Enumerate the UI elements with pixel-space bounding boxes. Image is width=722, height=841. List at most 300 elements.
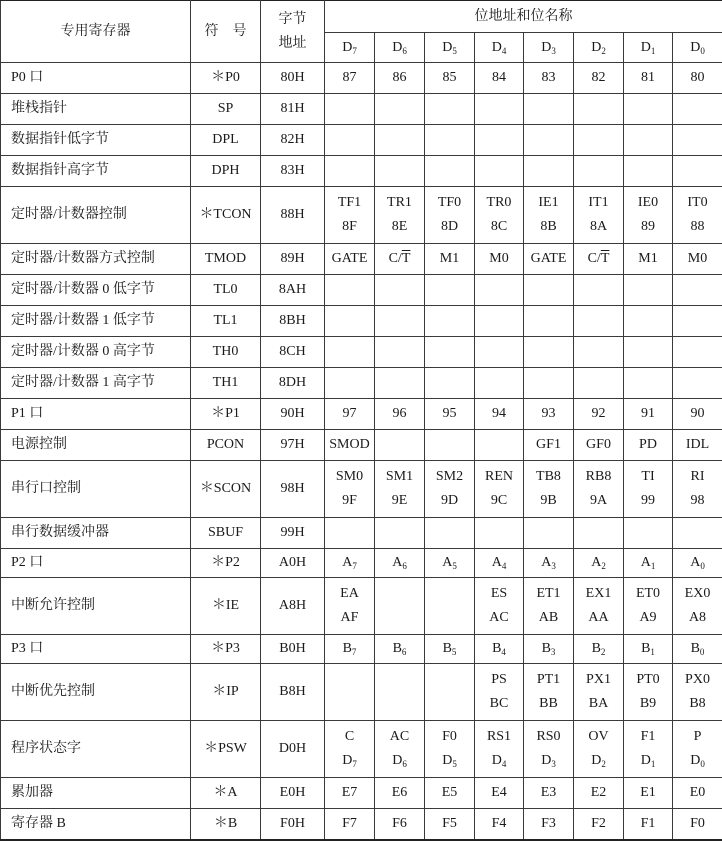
bit-cell [673, 63, 722, 94]
bit-address [574, 489, 623, 513]
register-name: 电源控制 [1, 430, 191, 461]
bit-cell [475, 635, 524, 664]
bit-name: E7 [342, 785, 358, 800]
bit-cell [673, 306, 722, 337]
register-name: 定时器/计数器控制 [1, 187, 191, 244]
bit-cell [375, 461, 425, 518]
bit-cell [425, 635, 475, 664]
bit-address-text: D [541, 753, 551, 768]
bit-address [574, 215, 623, 239]
bit-name: B [492, 641, 501, 656]
register-address: 90H [261, 399, 325, 430]
bit-address [325, 606, 374, 630]
bit-name: A [492, 555, 502, 570]
bit-address [425, 749, 474, 773]
bit-cell [574, 399, 624, 430]
bit-name: ES [475, 582, 523, 606]
bit-address-subscript: 0 [700, 759, 705, 769]
register-name: 定时器/计数器 1 低字节 [1, 306, 191, 337]
bit-subscript: 3 [551, 561, 556, 571]
register-address: 81H [261, 94, 325, 125]
bit-cell [325, 244, 375, 275]
register-row [1, 549, 722, 578]
bit-cell [375, 518, 425, 549]
bit-subscript: 4 [501, 647, 506, 657]
bit-cell [325, 275, 375, 306]
bit-cell [624, 368, 673, 399]
bit-name: B [443, 641, 452, 656]
bit-name: A [641, 555, 651, 570]
bit-cell [673, 635, 722, 664]
bit-header-d5 [425, 33, 475, 63]
bit-address-text: 9A [590, 493, 607, 508]
register-name: 数据指针高字节 [1, 156, 191, 187]
bit-name: E6 [392, 785, 408, 800]
bit-header-subscript: 2 [601, 46, 606, 56]
bit-cell [524, 306, 574, 337]
bit-cell [475, 399, 524, 430]
bit-cell [524, 778, 574, 809]
bit-name: M1 [440, 251, 459, 266]
bit-cell [475, 187, 524, 244]
bit-name: AC [375, 725, 424, 749]
bit-cell [524, 635, 574, 664]
register-row [1, 518, 722, 549]
bit-cell [624, 125, 673, 156]
bit-address-text: B9 [640, 696, 656, 711]
bit-name: B [542, 641, 551, 656]
bit-address-text: D [641, 753, 651, 768]
bit-address-text: 8D [441, 219, 458, 234]
bit-header-letter: D [541, 40, 551, 55]
bit-address-subscript: 1 [651, 759, 656, 769]
bit-cell [325, 430, 375, 461]
bit-name: A [392, 555, 402, 570]
bit-name-overline: $\overline{T}$ [402, 251, 411, 266]
bit-cell [624, 635, 673, 664]
bit-cell [475, 518, 524, 549]
bit-cell [673, 461, 722, 518]
bit-cell [475, 778, 524, 809]
register-name: 中断允许控制 [1, 578, 191, 635]
bit-header-subscript: 7 [352, 46, 357, 56]
bit-name: ET0 [624, 582, 672, 606]
bit-cell [475, 461, 524, 518]
bit-cell [475, 368, 524, 399]
bit-name: F7 [342, 816, 357, 831]
register-row [1, 721, 722, 778]
bit-cell [574, 461, 624, 518]
bit-cell [425, 721, 475, 778]
bit-name: 85 [443, 70, 457, 85]
bit-cell [574, 337, 624, 368]
bit-name: SM0 [325, 465, 374, 489]
bit-cell [673, 721, 722, 778]
register-address: A0H [261, 549, 325, 578]
register-row [1, 63, 722, 94]
bit-name: 82 [592, 70, 606, 85]
register-symbol: ＊A [191, 778, 261, 809]
bit-name: A [442, 555, 452, 570]
bit-subscript: 4 [502, 561, 507, 571]
bit-header-subscript: 0 [700, 46, 705, 56]
bit-name: M1 [638, 251, 657, 266]
bit-address [574, 749, 623, 773]
register-name: 定时器/计数器 0 高字节 [1, 337, 191, 368]
bit-subscript: 7 [352, 561, 357, 571]
register-row [1, 368, 722, 399]
bit-name: IE1 [524, 191, 573, 215]
bit-cell [425, 337, 475, 368]
bit-header-subscript: 6 [402, 46, 407, 56]
bit-name: EA [325, 582, 374, 606]
bit-cell [673, 664, 722, 721]
bit-address [673, 692, 722, 716]
register-address: 99H [261, 518, 325, 549]
bit-cell [524, 809, 574, 841]
bit-cell [673, 156, 722, 187]
bit-address [574, 692, 623, 716]
bit-cell [624, 664, 673, 721]
register-name: 定时器/计数器方式控制 [1, 244, 191, 275]
bit-address [475, 215, 523, 239]
register-symbol: ＊TCON [191, 187, 261, 244]
bit-address [624, 606, 672, 630]
register-address: D0H [261, 721, 325, 778]
bit-name: 96 [393, 406, 407, 421]
bit-cell [624, 337, 673, 368]
bit-cell [673, 578, 722, 635]
bit-cell [475, 275, 524, 306]
bit-address [673, 489, 722, 513]
header-address-line1: 字节 [261, 8, 324, 32]
bit-subscript: 2 [601, 561, 606, 571]
register-row [1, 399, 722, 430]
bit-header-d0 [673, 33, 722, 63]
bit-cell [325, 549, 375, 578]
bit-name: OV [574, 725, 623, 749]
bit-name: B [343, 641, 352, 656]
register-name: 串行口控制 [1, 461, 191, 518]
bit-header-letter: D [342, 40, 352, 55]
register-symbol: TH1 [191, 368, 261, 399]
bit-name: F1 [641, 816, 656, 831]
bit-cell [524, 430, 574, 461]
bit-cell [475, 549, 524, 578]
bit-address-text: D [342, 753, 352, 768]
bit-name: E3 [541, 785, 557, 800]
bit-cell [624, 809, 673, 841]
bit-cell [425, 399, 475, 430]
bit-cell [524, 721, 574, 778]
bit-name: SM2 [425, 465, 474, 489]
bit-cell [673, 809, 722, 841]
header-byte-address [261, 1, 325, 63]
bit-name: SMOD [329, 437, 369, 452]
bit-address-subscript: 4 [502, 759, 507, 769]
bit-address-text: D [392, 753, 402, 768]
bit-cell [524, 244, 574, 275]
bit-cell [624, 244, 673, 275]
bit-name: E4 [491, 785, 507, 800]
bit-cell [574, 94, 624, 125]
bit-cell [574, 187, 624, 244]
register-symbol: ＊P3 [191, 635, 261, 664]
register-row [1, 244, 722, 275]
bit-header-d6 [375, 33, 425, 63]
bit-header-letter: D [591, 40, 601, 55]
register-row [1, 635, 722, 664]
bit-cell [375, 549, 425, 578]
bit-address [375, 749, 424, 773]
register-symbol: ＊P1 [191, 399, 261, 430]
bit-address [475, 606, 523, 630]
bit-cell [624, 63, 673, 94]
bit-address-text: AA [588, 610, 608, 625]
bit-cell [673, 778, 722, 809]
bit-cell [375, 664, 425, 721]
bit-cell [425, 94, 475, 125]
register-symbol: SP [191, 94, 261, 125]
bit-address [524, 215, 573, 239]
register-symbol: ＊P0 [191, 63, 261, 94]
bit-address [624, 692, 672, 716]
register-name: P3 口 [1, 635, 191, 664]
bit-name: A [541, 555, 551, 570]
bit-name: F4 [492, 816, 507, 831]
bit-cell [425, 63, 475, 94]
bit-cell [375, 244, 425, 275]
bit-address-text: BA [589, 696, 608, 711]
bit-name: REN [475, 465, 523, 489]
bit-name: A [591, 555, 601, 570]
register-symbol: SBUF [191, 518, 261, 549]
bit-name: M0 [489, 251, 508, 266]
bit-address-text: 9D [441, 493, 458, 508]
bit-cell [524, 518, 574, 549]
bit-cell [673, 337, 722, 368]
bit-cell [425, 275, 475, 306]
bit-address-text: A8 [689, 610, 706, 625]
bit-address [425, 215, 474, 239]
register-address: F0H [261, 809, 325, 841]
bit-cell [375, 63, 425, 94]
bit-name: 84 [492, 70, 506, 85]
bit-cell [673, 430, 722, 461]
bit-subscript: 5 [452, 647, 457, 657]
register-symbol: ＊P2 [191, 549, 261, 578]
bit-name: PS [475, 668, 523, 692]
register-row [1, 187, 722, 244]
bit-name: C [325, 725, 374, 749]
bit-cell [673, 244, 722, 275]
bit-name: E0 [690, 785, 706, 800]
bit-name: PX0 [673, 668, 722, 692]
bit-cell [325, 368, 375, 399]
bit-address-text: AF [341, 610, 359, 625]
register-symbol: TMOD [191, 244, 261, 275]
bit-cell [574, 809, 624, 841]
bit-cell [673, 549, 722, 578]
register-address: 88H [261, 187, 325, 244]
register-row [1, 778, 722, 809]
bit-header-letter: D [492, 40, 502, 55]
bit-cell [375, 125, 425, 156]
register-row [1, 275, 722, 306]
bit-address-text: D [442, 753, 452, 768]
register-address: 89H [261, 244, 325, 275]
bit-address [673, 749, 722, 773]
register-name: 串行数据缓冲器 [1, 518, 191, 549]
bit-cell [375, 399, 425, 430]
bit-name: PD [639, 437, 657, 452]
bit-cell [325, 156, 375, 187]
bit-cell [325, 306, 375, 337]
bit-address-text: 99 [641, 493, 655, 508]
register-symbol: ＊IE [191, 578, 261, 635]
bit-name: RB8 [574, 465, 623, 489]
bit-name: IDL [686, 437, 709, 452]
bit-cell [325, 809, 375, 841]
bit-name: 95 [443, 406, 457, 421]
bit-cell [375, 578, 425, 635]
bit-name: F0 [425, 725, 474, 749]
bit-cell [425, 156, 475, 187]
register-row [1, 156, 722, 187]
bit-cell [325, 778, 375, 809]
bit-address-text: 88 [691, 219, 705, 234]
bit-cell [375, 368, 425, 399]
bit-name: E2 [591, 785, 607, 800]
bit-name: C/ [588, 251, 601, 266]
bit-cell [624, 778, 673, 809]
bit-address-text: D [591, 753, 601, 768]
bit-cell [574, 518, 624, 549]
bit-address-subscript: 6 [402, 759, 407, 769]
bit-name: B [691, 641, 700, 656]
bit-address [425, 489, 474, 513]
bit-cell [375, 187, 425, 244]
bit-name: EX1 [574, 582, 623, 606]
bit-address [624, 215, 672, 239]
bit-cell [375, 778, 425, 809]
bit-cell [325, 721, 375, 778]
register-symbol: ＊SCON [191, 461, 261, 518]
bit-address-text: A9 [639, 610, 656, 625]
bit-cell [375, 635, 425, 664]
bit-name: B [641, 641, 650, 656]
bit-cell [475, 94, 524, 125]
bit-name: 90 [691, 406, 705, 421]
bit-name: IT0 [673, 191, 722, 215]
bit-name: 81 [641, 70, 655, 85]
bit-cell [524, 337, 574, 368]
bit-cell [425, 430, 475, 461]
bit-name: IT1 [574, 191, 623, 215]
bit-cell [574, 275, 624, 306]
bit-cell [425, 125, 475, 156]
register-row [1, 664, 722, 721]
header-register-name: 专用寄存器 [1, 1, 191, 63]
bit-subscript: 1 [650, 647, 655, 657]
bit-address [624, 749, 672, 773]
bit-name: ET1 [524, 582, 573, 606]
bit-address [673, 606, 722, 630]
bit-address-text: 89 [641, 219, 655, 234]
bit-cell [624, 306, 673, 337]
bit-name: TR1 [375, 191, 424, 215]
bit-cell [475, 430, 524, 461]
bit-name: M0 [688, 251, 707, 266]
bit-cell [673, 399, 722, 430]
bit-name-overline: $\overline{T}$ [601, 251, 610, 266]
bit-address [475, 489, 523, 513]
bit-name: RS0 [524, 725, 573, 749]
register-name: 中断优先控制 [1, 664, 191, 721]
bit-cell [425, 664, 475, 721]
bit-cell [673, 275, 722, 306]
bit-name: C/ [389, 251, 402, 266]
bit-cell [574, 156, 624, 187]
bit-name: GF1 [536, 437, 561, 452]
bit-name: P [673, 725, 722, 749]
bit-header-letter: D [442, 40, 452, 55]
bit-address [475, 692, 523, 716]
bit-address [475, 749, 523, 773]
bit-name: F3 [541, 816, 556, 831]
bit-address [524, 489, 573, 513]
bit-address [524, 606, 573, 630]
bit-name: E5 [442, 785, 458, 800]
register-address: 8DH [261, 368, 325, 399]
bit-name: PX1 [574, 668, 623, 692]
bit-cell [574, 306, 624, 337]
bit-cell [574, 635, 624, 664]
bit-cell [574, 578, 624, 635]
bit-address-text: 8C [491, 219, 507, 234]
bit-name: F0 [690, 816, 705, 831]
bit-address [624, 489, 672, 513]
bit-header-subscript: 5 [452, 46, 457, 56]
bit-name: 80 [691, 70, 705, 85]
bit-name: B [592, 641, 601, 656]
bit-cell [375, 156, 425, 187]
bit-name: 91 [641, 406, 655, 421]
bit-cell [475, 125, 524, 156]
bit-cell [524, 156, 574, 187]
bit-cell [325, 461, 375, 518]
bit-cell [624, 156, 673, 187]
bit-cell [425, 306, 475, 337]
bit-name: PT1 [524, 668, 573, 692]
register-row [1, 430, 722, 461]
bit-name: TR0 [475, 191, 523, 215]
bit-cell [475, 63, 524, 94]
register-address: 80H [261, 63, 325, 94]
bit-cell [475, 578, 524, 635]
bit-address-text: 8E [392, 219, 408, 234]
bit-name: E1 [640, 785, 656, 800]
bit-subscript: 1 [651, 561, 656, 571]
bit-cell [624, 549, 673, 578]
bit-cell [375, 809, 425, 841]
bit-name: 83 [542, 70, 556, 85]
bit-name: TB8 [524, 465, 573, 489]
register-symbol: TL1 [191, 306, 261, 337]
bit-address-text: D [492, 753, 502, 768]
header-bit-address-group: 位地址和位名称 [325, 1, 722, 33]
bit-cell [425, 809, 475, 841]
